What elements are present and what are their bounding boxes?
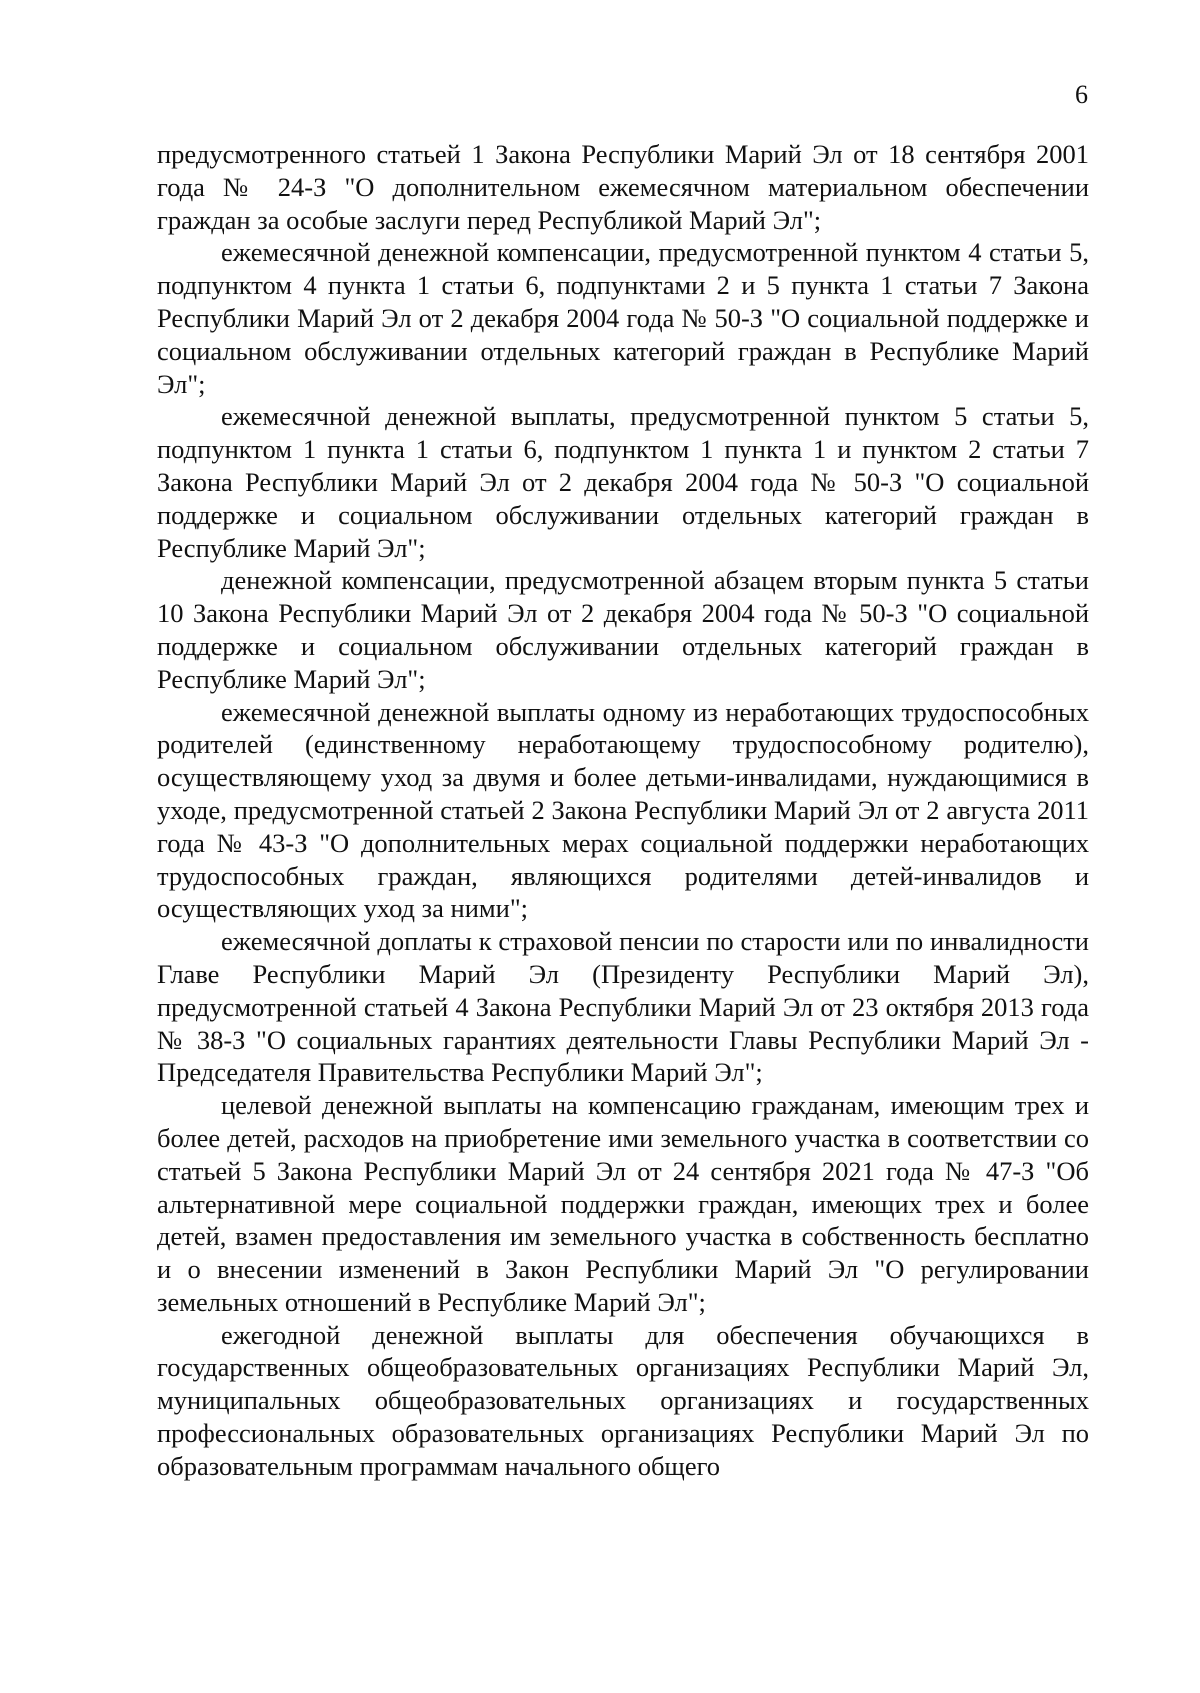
paragraph-7: целевой денежной выплаты на компенсацию гражданам, имеющим трех и более детей, расходов на приобретение ими земельного участка в соответствии со статьей 5 Закона Республики Марий Эл от 24 сентября 2021 года № 47-З "Об альтернативной мере социальной поддержки граждан, имеющих трех и более детей, взамен предоставления им земельного участка в собственность бесплатно и о внесении изменений в Закон Республики Марий Эл "О регулировании земельных отношений в Республике Марий Эл"; (157, 1090, 1089, 1317)
paragraph-1: предусмотренного статьей 1 Закона Республики Марий Эл от 18 сентября 2001 года № 24-З "О дополнительном ежемесячном материальном обеспечении граждан за особые заслуги перед Республикой Марий Эл"; (157, 139, 1089, 235)
paragraph-6: ежемесячной доплаты к страховой пенсии по старости или по инвалидности Главе Республики Марий Эл (Президенту Республики Марий Эл), предусмотренной статьей 4 Закона Республики Марий Эл от 23 октября 2013 года № 38-З "О социальных гарантиях деятельности Главы Республики Марий Эл - Председателя Правительства Республики Марий Эл"; (157, 926, 1089, 1088)
paragraph-8: ежегодной денежной выплаты для обеспечения обучающихся в государственных общеобразовательных организациях Республики Марий Эл, муниципальных общеобразовательных организациях и государственных профессиональных образовательных организациях Республики Марий Эл по образовательным программам начального общего (157, 1319, 1089, 1481)
paragraph-4: денежной компенсации, предусмотренной абзацем вторым пункта 5 статьи 10 Закона Республики Марий Эл от 2 декабря 2004 года № 50-З "О социальной поддержке и социальном обслуживании отдельных категорий граждан в Республике Марий Эл"; (157, 565, 1089, 694)
document-body (157, 138, 1089, 1483)
page-number: 6 (1075, 80, 1088, 109)
paragraph-3: ежемесячной денежной выплаты, предусмотренной пунктом 5 статьи 5, подпунктом 1 пункта 1 статьи 6, подпунктом 1 пункта 1 и пунктом 2 статьи 7 Закона Республики Марий Эл от 2 декабря 2004 года № 50-З "О социальной поддержке и социальном обслуживании отдельных категорий граждан в Республике Марий Эл"; (157, 401, 1089, 563)
paragraph-5: ежемесячной денежной выплаты одному из неработающих трудоспособных родителей (единственному неработающему трудоспособному родителю), осуществляющему уход за двумя и более детьми-инвалидами, нуждающимися в уходе, предусмотренной статьей 2 Закона Республики Марий Эл от 2 августа 2011 года № 43-З "О дополнительных мерах социальной поддержки неработающих трудоспособных граждан, являющихся родителями детей-инвалидов и осуществляющих уход за ними"; (157, 696, 1089, 924)
paragraph-2: ежемесячной денежной компенсации, предусмотренной пунктом 4 статьи 5, подпунктом 4 пункта 1 статьи 6, подпунктами 2 и 5 пункта 1 статьи 7 Закона Республики Марий Эл от 2 декабря 2004 года № 50-З "О социальной поддержке и социальном обслуживании отдельных категорий граждан в Республике Марий Эл"; (157, 237, 1089, 399)
